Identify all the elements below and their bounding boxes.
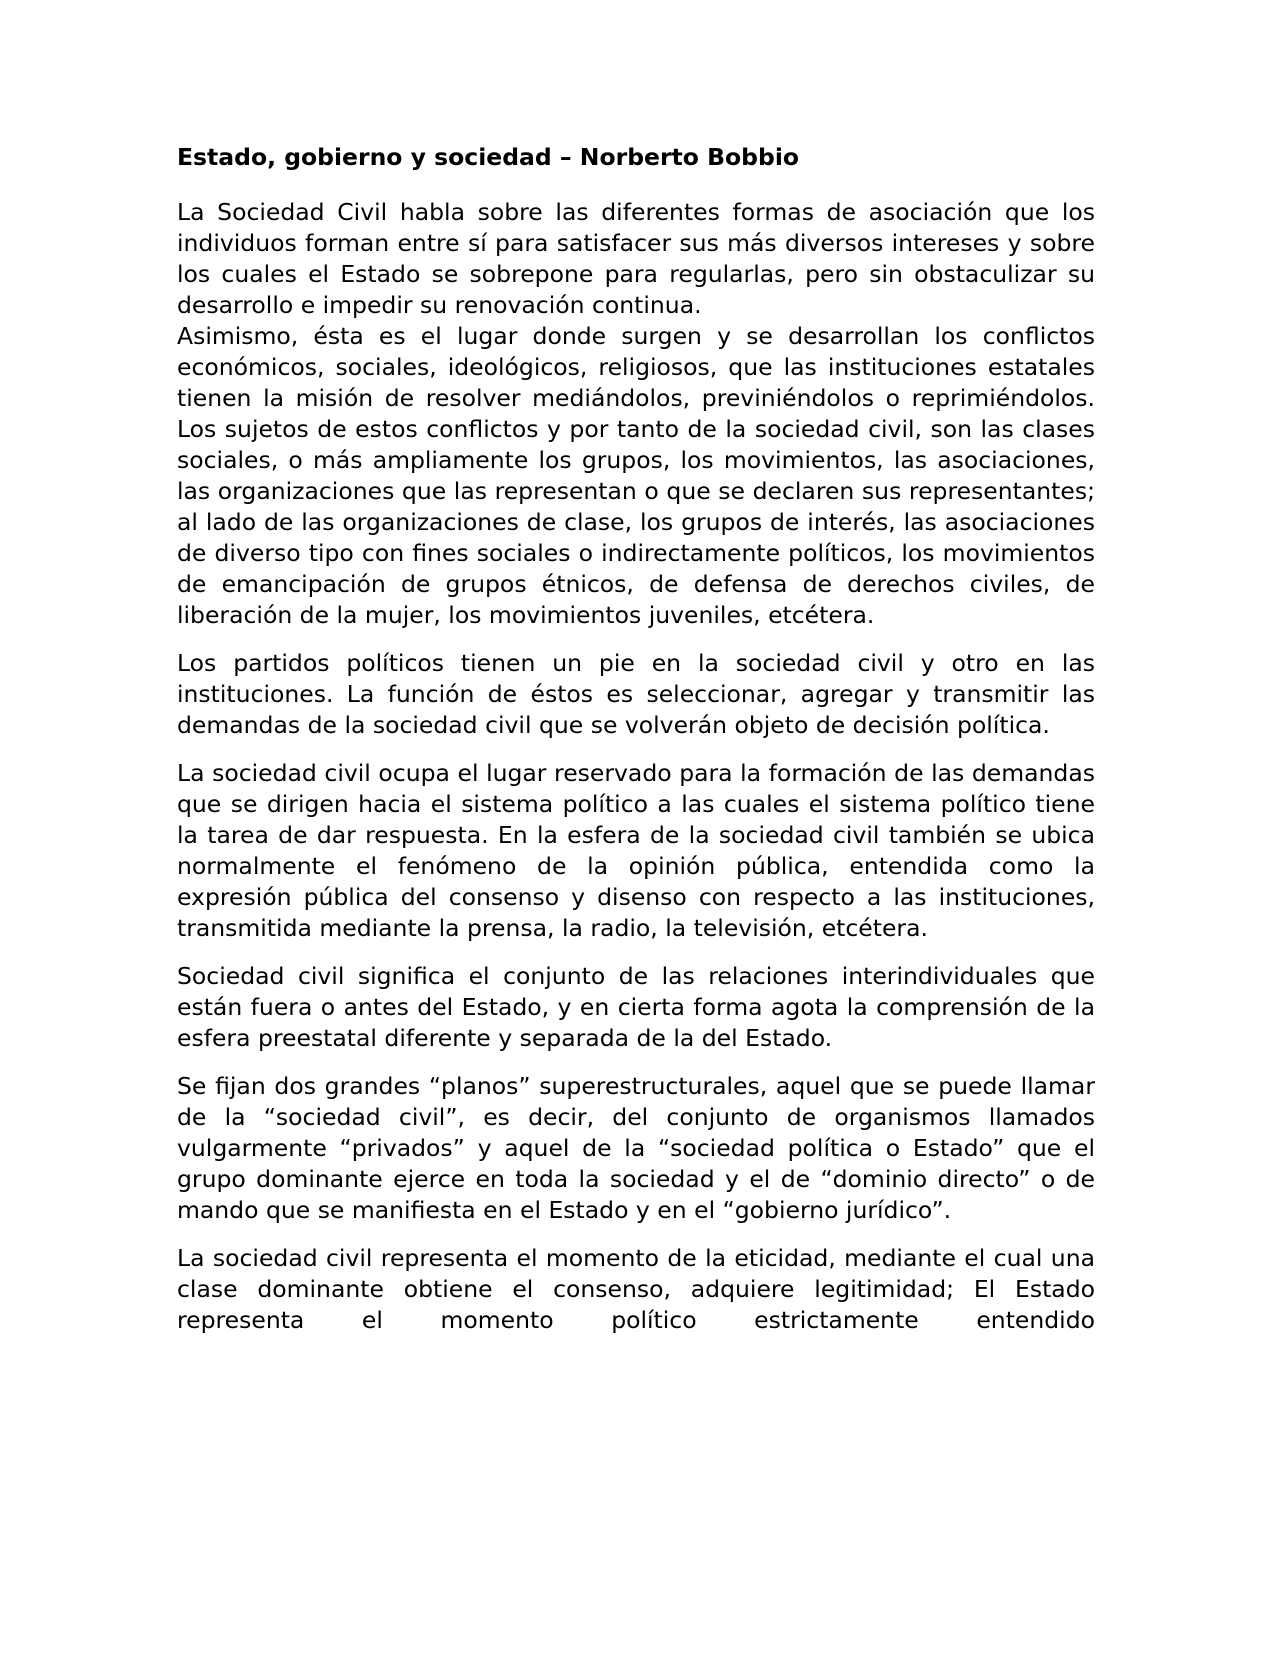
paragraph-6: Se fijan dos grandes “planos” superestructurales, aquel que se puede llamar de la “sociedad civil”, es decir, del conjunto de organismos llamados vulgarmente “privados” y aquel de la “sociedad política o Estado” que el grupo dominante ejerce en toda la sociedad y el de “dominio directo” o de mando que se manifiesta en el Estado y en el “gobierno jurídico”.	[177, 1072, 1095, 1224]
paragraph-4: La sociedad civil ocupa el lugar reservado para la formación de las demandas que se dirigen hacia el sistema político a las cuales el sistema político tiene la tarea de dar respuesta. En la esfera de la sociedad civil también se ubica normalmente el fenómeno de la opinión pública, entendida como la expresión pública del consenso y disenso con respecto a las instituciones, transmitida mediante la prensa, la radio, la televisión, etcétera.	[177, 759, 1095, 942]
document-title: Estado, gobierno y sociedad – Norberto Bobbio	[177, 143, 800, 171]
paragraph-3: Los partidos políticos tienen un pie en la sociedad civil y otro en las instituciones. La función de éstos es seleccionar, agregar y transmitir las demandas de la sociedad civil que se volverán objeto de decisión política.	[177, 649, 1095, 739]
document-body	[177, 140, 1095, 1353]
paragraph-1: La Sociedad Civil habla sobre las diferentes formas de asociación que los individuos forman entre sí para satisfacer sus más diversos intereses y sobre los cuales el Estado se sobrepone para regularlas, pero sin obstaculizar su desarrollo e impedir su renovación continua.	[177, 198, 1095, 319]
paragraph-7: La sociedad civil representa el momento de la eticidad, mediante el cual una clase dominante obtiene el consenso, adquiere legitimidad; El Estado representa el momento político estrictamente entendido	[177, 1244, 1095, 1334]
paragraph-5: Sociedad civil significa el conjunto de las relaciones interindividuales que están fuera o antes del Estado, y en cierta forma agota la comprensión de la esfera preestatal diferente y separada de la del Estado.	[177, 962, 1095, 1052]
paragraph-2: Asimismo, ésta es el lugar donde surgen y se desarrollan los conflictos económicos, sociales, ideológicos, religiosos, que las instituciones estatales tienen la misión de resolver mediándolos, previniéndolos o reprimiéndolos. Los sujetos de estos conflictos y por tanto de la sociedad civil, son las clases sociales, o más ampliamente los grupos, los movimientos, las asociaciones, las organizaciones que las representan o que se declaren sus representantes; al lado de las organizaciones de clase, los grupos de interés, las asociaciones de diverso tipo con fines sociales o indirectamente políticos, los movimientos de emancipación de grupos étnicos, de defensa de derechos civiles, de liberación de la mujer, los movimientos juveniles, etcétera.	[177, 322, 1095, 629]
